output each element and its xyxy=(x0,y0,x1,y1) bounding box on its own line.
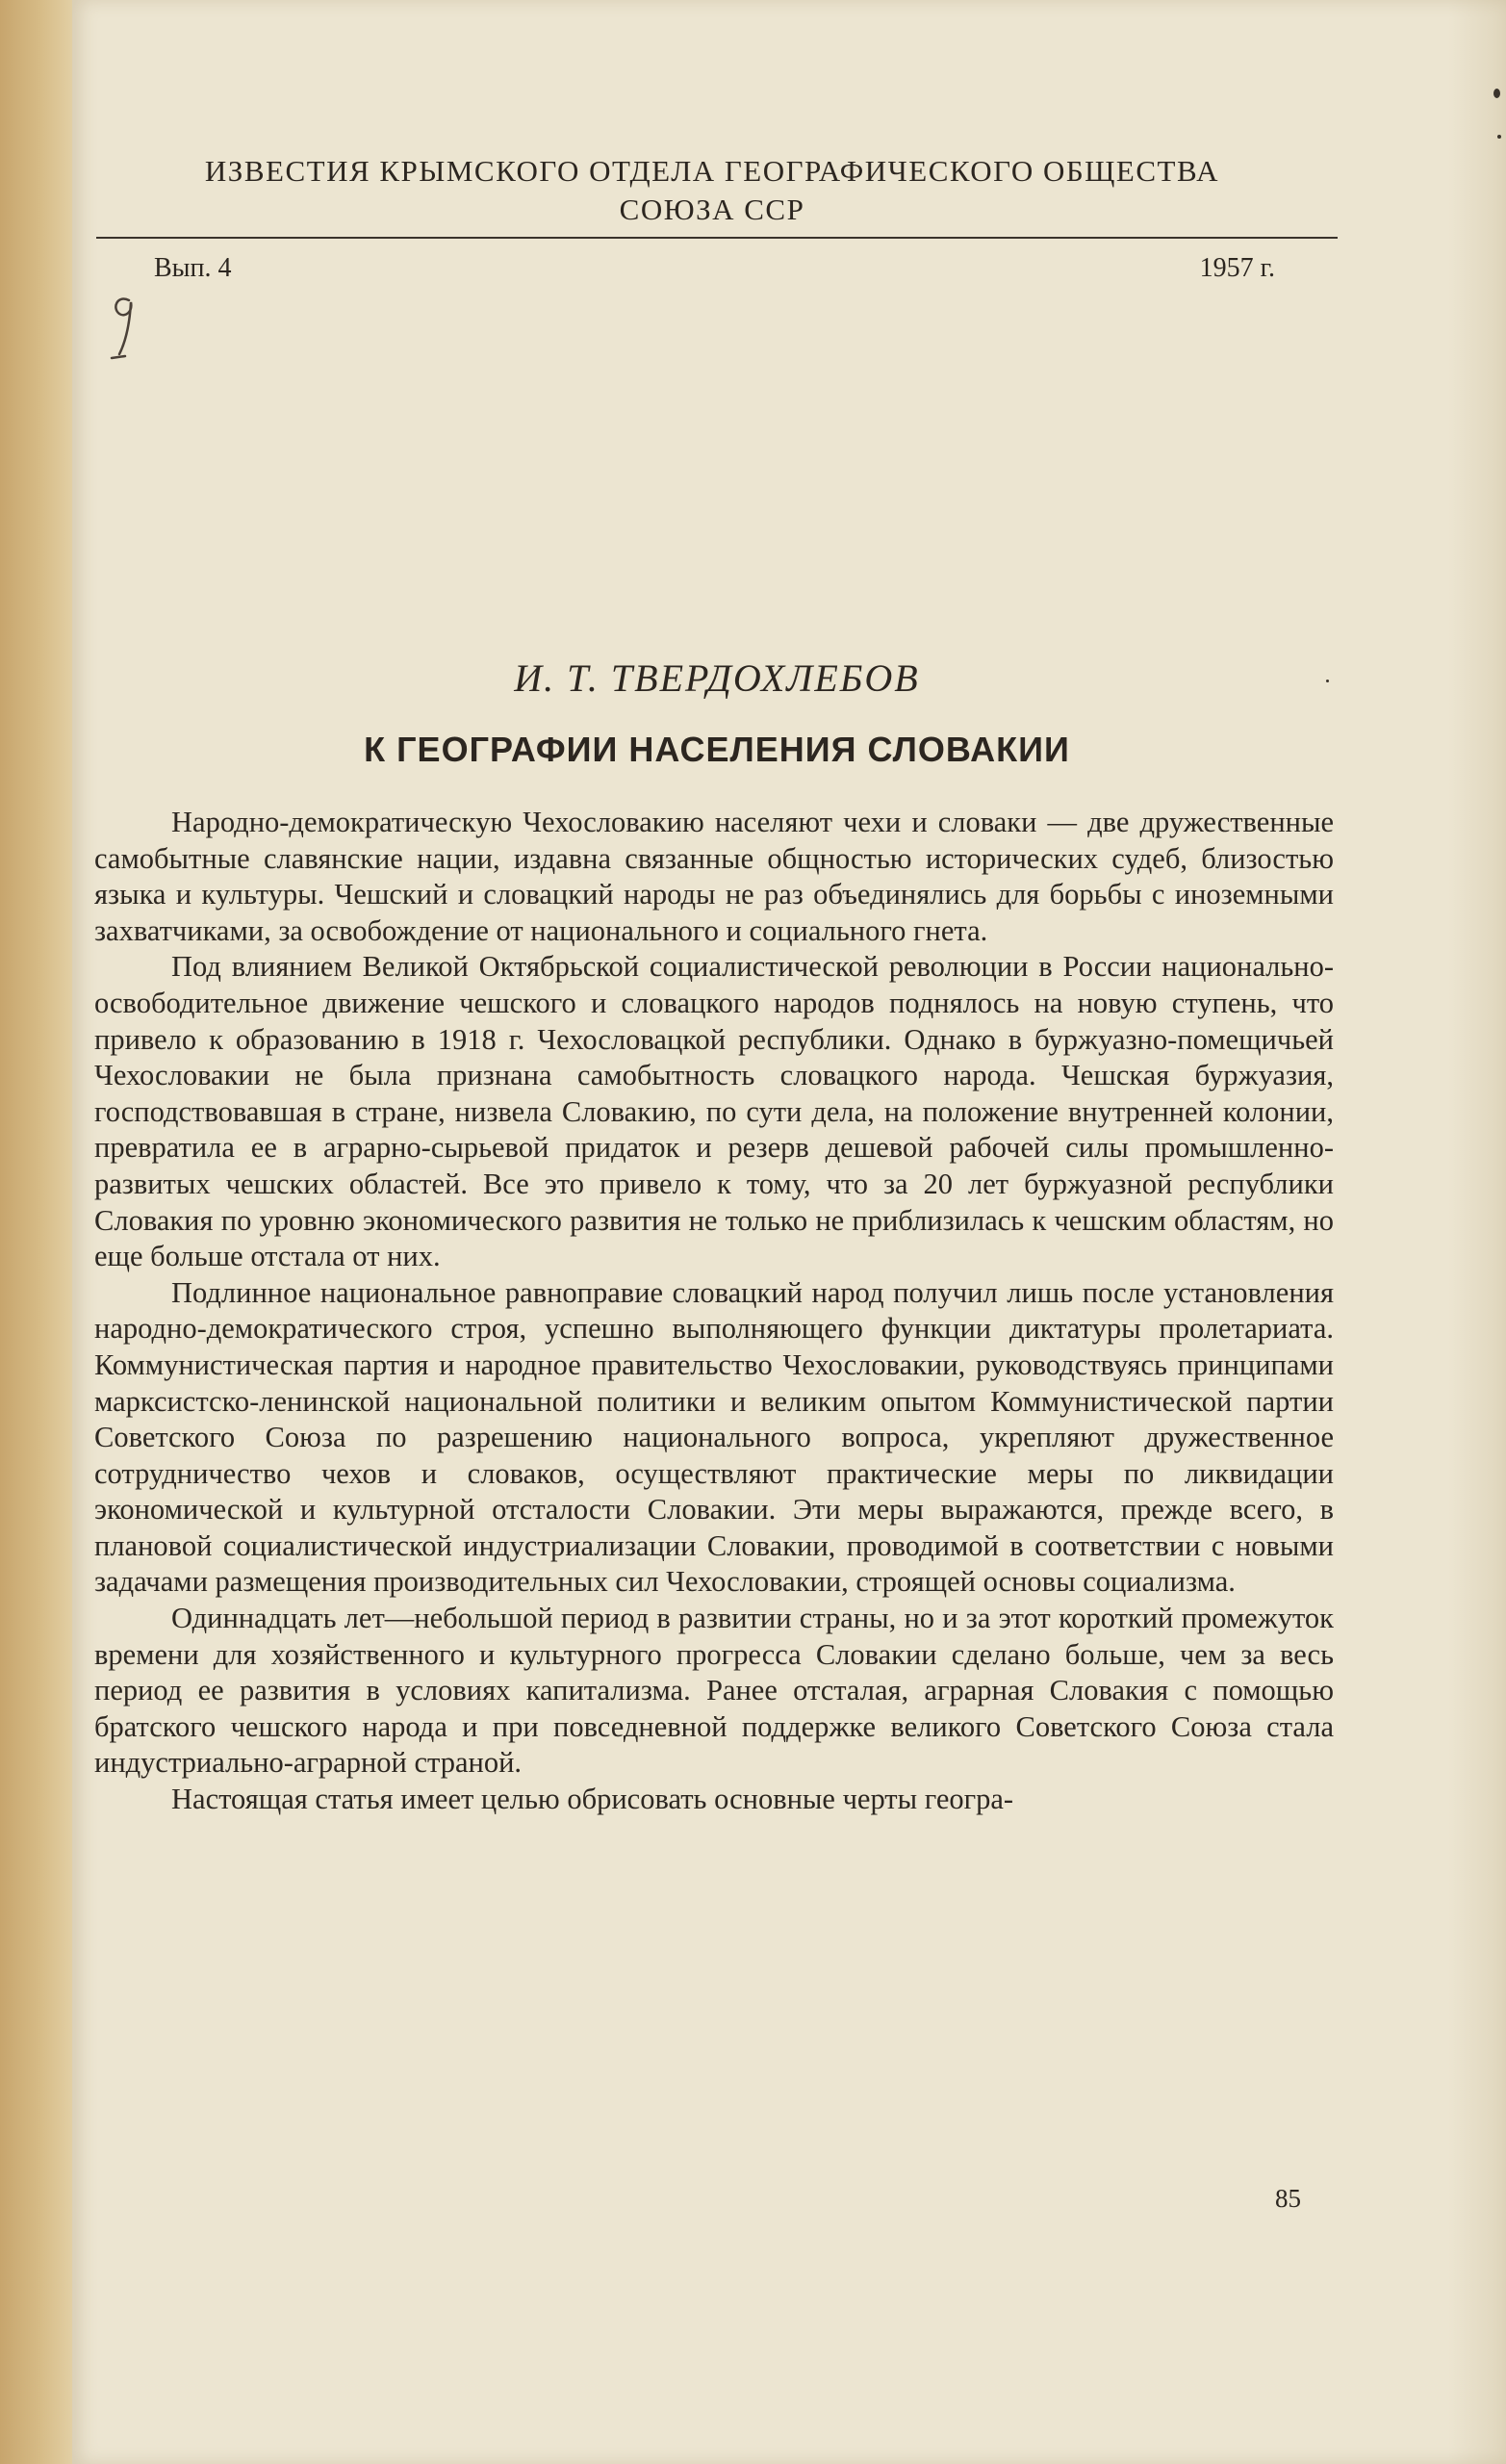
issue-number: Вып. 4 xyxy=(154,253,232,283)
journal-header xyxy=(96,152,1328,229)
issue-year: 1957 г. xyxy=(1199,253,1275,283)
journal-title-line-1: ИЗВЕСТИЯ КРЫМСКОГО ОТДЕЛА ГЕОГРАФИЧЕСКОГО ОБЩЕСТВА xyxy=(204,154,1220,188)
paragraph-1: Народно-демократическую Чехословакию населяют чехи и словаки — две дружественные самобытные славянские нации, издавна связанные общностью исторических судеб, близостью языка и культуры. Чешский и словацкий народы не раз объединялись для борьбы с иноземными захватчиками, за освобождение от национального и социального гнета. xyxy=(94,806,1334,947)
paragraph-4: Одиннадцать лет—небольшой период в развитии страны, но и за этот короткий промежуток времени для хозяйственного и культурного прогресса Словакии сделано больше, чем за весь период ее развития в условиях капитализма. Ранее отсталая, аграрная Словакия с помощью братского чешского народа и при повседневной поддержке великого Советского Союза стала индустриально-аграрной страной. xyxy=(94,1602,1334,1780)
article-author: И. Т. ТВЕРДОХЛЕБОВ xyxy=(514,656,920,700)
scan-speck xyxy=(1497,135,1501,139)
journal-title-line-2: СОЮЗА ССР xyxy=(619,192,805,226)
paragraph-5: Настоящая статья имеет целью обрисовать основные черты геогра- xyxy=(171,1783,1014,1816)
article-body xyxy=(94,805,1334,1818)
scan-left-margin xyxy=(0,0,72,2464)
scan-speck xyxy=(1493,89,1500,98)
paragraph-3: Подлинное национальное равноправие словацкий народ получил лишь после установления народно-демократического строя, успешно выполняющего функции диктатуры пролетариата. Коммунистическая партия и народное правительство Чехословакии, руководствуясь принципами марксистско-ленинской национальной политики и великим опытом Коммунистической партии Советского Союза по разрешению национального вопроса, укрепляют дружественное сотрудничество чехов и словаков, осуществляют практические меры по ликвидации экономической и культурной отсталости Словакии. Эти меры выражаются, прежде всего, в плановой социалистической индустриализации Словакии, проводимой в соответствии с новыми задачами размещения производительных сил Чехословакии, строящей основы социализма. xyxy=(94,1275,1334,1599)
page-edge-shadow xyxy=(1448,0,1506,2464)
scan-speck xyxy=(1326,680,1329,682)
page-number: 85 xyxy=(1275,2184,1301,2213)
handwritten-mark xyxy=(108,291,140,368)
paragraph-2: Под влиянием Великой Октябрьской социалистической революции в России национально-освободительное движение чешского и словацкого народов поднялось на новую ступень, что привело к образованию в 1918 г. Чехословацкой республики. Однако в буржуазно-помещичьей Чехословакии не была признана самобытность словацкого народа. Чешская буржуазия, господствовавшая в стране, низвела Словакию, по сути дела, на положение внутренней колонии, превратила ее в аграрно-сырьевой придаток и резерв дешевой рабочей силы промышленно-развитых чешских областей. Все это привело к тому, что за 20 лет буржуазной республики Словакия по уровню экономического развития не только не приблизилась к чешским областям, но еще больше отстала от них. xyxy=(94,950,1334,1273)
header-rule xyxy=(96,237,1338,239)
article-title: К ГЕОГРАФИИ НАСЕЛЕНИЯ СЛОВАКИИ xyxy=(364,730,1070,769)
